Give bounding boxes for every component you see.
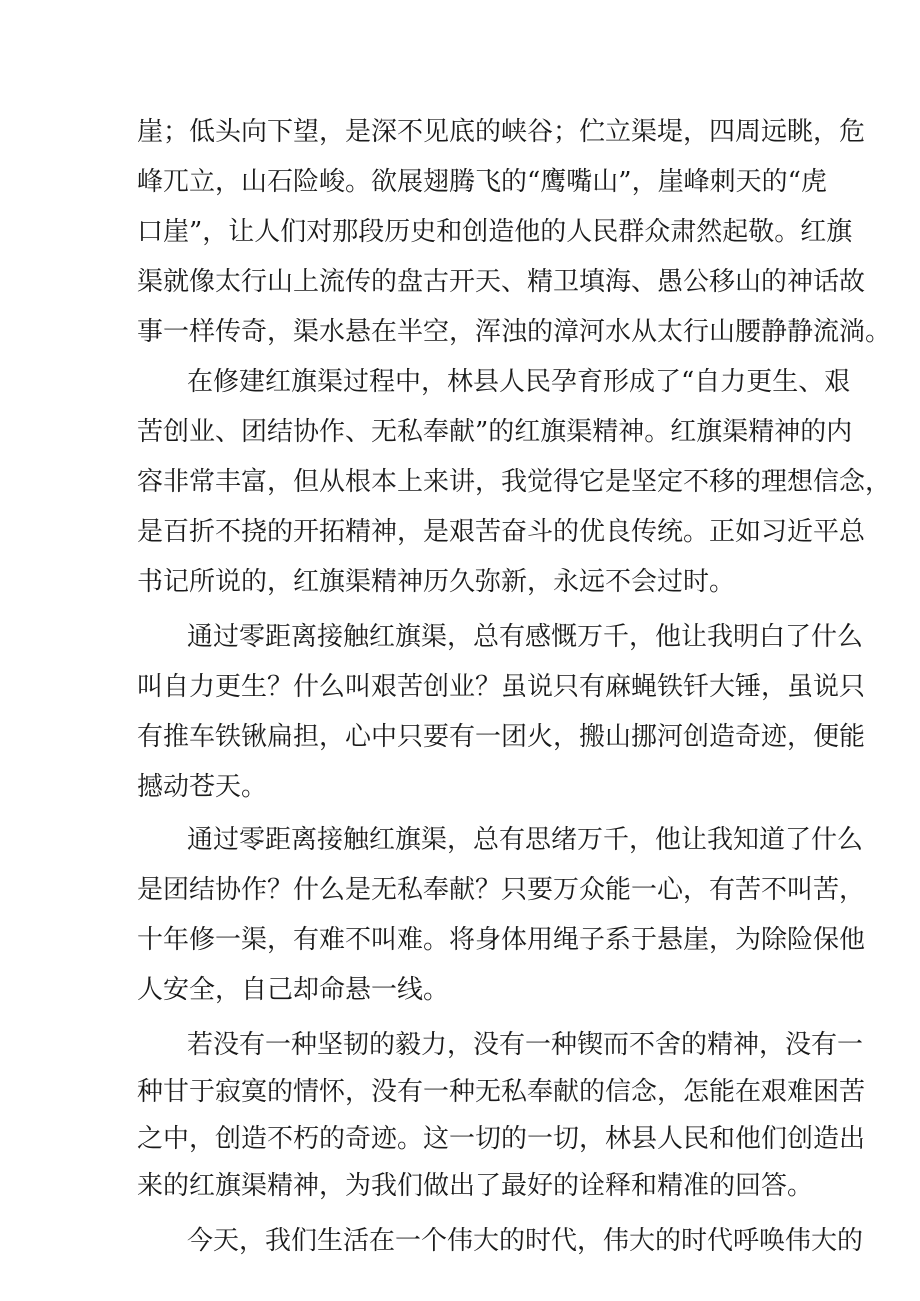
text-line: 人安全，自己却命悬一线。 bbox=[137, 975, 450, 1005]
text-line: 今天，我们生活在一个伟大的时代，伟大的时代呼唤伟大的 bbox=[187, 1226, 864, 1256]
text-line: 有推车铁锹扁担，心中只要有一团火，搬山挪河创造奇迹，便能 bbox=[137, 722, 866, 752]
text-line: 容非常丰富，但从根本上来讲，我觉得它是坚定不移的理想信念， bbox=[137, 467, 892, 497]
text-line: 通过零距离接触红旗渠，总有思绪万千，他让我知道了什么 bbox=[187, 825, 864, 855]
text-line: 是百折不挠的开拓精神，是艰苦奋斗的优良传统。正如习近平总 bbox=[137, 517, 866, 547]
text-line: 撼动苍天。 bbox=[137, 772, 268, 802]
text-line: 苦创业、团结协作、无私奉献”的红旗渠精神。红旗渠精神的内 bbox=[137, 417, 853, 447]
text-line: 若没有一种坚韧的毅力，没有一种锲而不舍的精神，没有一 bbox=[187, 1030, 864, 1060]
text-line: 种甘于寂寞的情怀，没有一种无私奉献的信念，怎能在艰难困苦 bbox=[137, 1077, 866, 1107]
text-line: 是团结协作？什么是无私奉献？只要万众能一心，有苦不叫苦， bbox=[137, 875, 866, 905]
text-line: 十年修一渠，有难不叫难。将身体用绳子系于悬崖，为除险保他 bbox=[137, 925, 866, 955]
text-line: 峰兀立，山石险峻。欲展翅腾飞的“鹰嘴山”，崖峰刺天的“虎 bbox=[137, 167, 827, 197]
text-line: 来的红旗渠精神，为我们做出了最好的诠释和精准的回答。 bbox=[137, 1171, 814, 1201]
text-line: 崖；低头向下望，是深不见底的峡谷；伫立渠堤，四周远眺，危 bbox=[137, 117, 866, 147]
text-line: 在修建红旗渠过程中，林县人民孕育形成了“自力更生、艰 bbox=[187, 367, 851, 397]
text-line: 口崖”，让人们对那段历史和创造他的人民群众肃然起敬。红旗 bbox=[137, 217, 853, 247]
text-line: 通过零距离接触红旗渠，总有感慨万千，他让我明白了什么 bbox=[187, 622, 864, 652]
text-line: 叫自力更生？什么叫艰苦创业？虽说只有麻蝇铁钎大锤，虽说只 bbox=[137, 672, 866, 702]
text-line: 渠就像太行山上流传的盘古开天、精卫填海、愚公移山的神话故 bbox=[137, 267, 866, 297]
text-line: 书记所说的，红旗渠精神历久弥新，永远不会过时。 bbox=[137, 567, 736, 597]
text-line: 之中，创造不朽的奇迹。这一切的一切，林县人民和他们创造出 bbox=[137, 1124, 866, 1154]
text-line: 事一样传奇，渠水悬在半空，浑浊的漳河水从太行山腰静静流淌。 bbox=[137, 317, 892, 347]
